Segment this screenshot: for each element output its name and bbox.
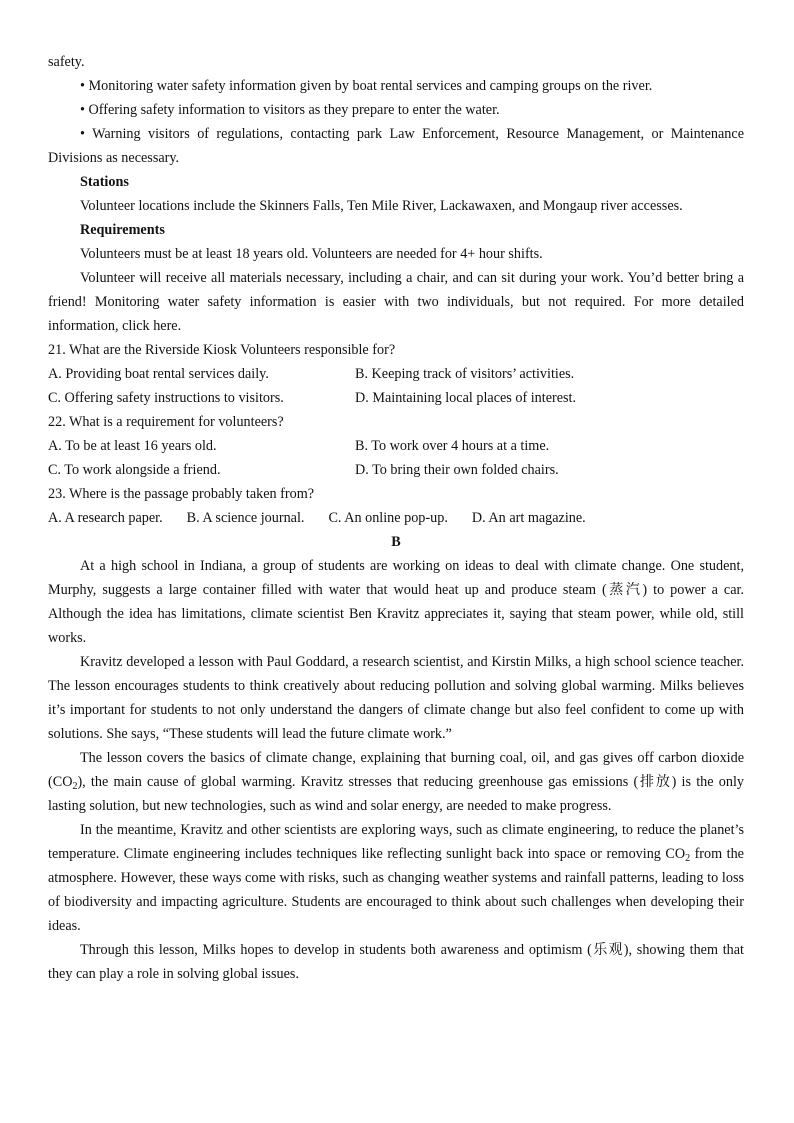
passage-b-paragraph-2: Kravitz developed a lesson with Paul Goddard, a research scientist, and Kirstin Milks, a high school science teacher. The lesson encourages students to think creatively about reducing pollution and solving global warming. Milks believes it’s important for students to not only understand the dangers of climate change but also feel confident to come up with solutions. She says, “These students will lead the future climate work.” <box>48 654 744 742</box>
q22-option-c: C. To work alongside a friend. <box>48 462 221 478</box>
bullet-monitoring: • Monitoring water safety information given by boat rental services and camping groups on the river. <box>80 78 653 94</box>
q22-option-a: A. To be at least 16 years old. <box>48 438 217 454</box>
co2-subscript: 2 <box>72 781 78 792</box>
p3-text-2: ), the main cause of global warming. Kravitz stresses that reducing greenhouse gas emissions (排放) is the only lasting solution, but new technologies, such as wind and solar energy, are needed to make progress. <box>48 774 744 814</box>
p4-text-1: In the meantime, Kravitz and other scientists are exploring ways, such as climate engineering, to reduce the planet’s temperature. Climate engineering includes techniques like reflecting sunlight back into space or removing CO <box>48 822 744 862</box>
question-22-options-row2 <box>48 458 744 482</box>
bullet-warning: • Warning visitors of regulations, contacting park Law Enforcement, Resource Management, or Maintenance Divisions as necessary. <box>48 126 744 166</box>
passage-b-paragraph-5: Through this lesson, Milks hopes to develop in students both awareness and optimism (乐观), showing them that they can play a role in solving global issues. <box>48 942 744 982</box>
q21-option-a: A. Providing boat rental services daily. <box>48 366 269 382</box>
q23-option-c: C. An online pop-up. <box>328 510 448 526</box>
q21-option-b: B. Keeping track of visitors’ activities. <box>355 366 575 382</box>
q21-option-c: C. Offering safety instructions to visitors. <box>48 390 284 406</box>
intro-tail: safety. <box>48 54 85 70</box>
document-page <box>48 50 744 986</box>
requirements-heading: Requirements <box>80 222 165 238</box>
bullet-offering: • Offering safety information to visitors as they prepare to enter the water. <box>80 102 500 118</box>
p3-text-1: The lesson covers the basics of climate change, explaining that burning coal, oil, and gas gives off carbon dioxide (CO <box>48 750 744 790</box>
passage-b-paragraph-1: At a high school in Indiana, a group of students are working on ideas to deal with climate change. One student, Murphy, suggests a large container filled with water that would heat up and produce steam (蒸汽) to power a car. Although the idea has limitations, climate scientist Ben Kravitz appreciates it, saying that steam power, while old, still works. <box>48 558 744 646</box>
q21-option-d: D. Maintaining local places of interest. <box>355 390 577 406</box>
co2-subscript: 2 <box>685 853 691 864</box>
question-23: 23. Where is the passage probably taken from? <box>48 486 315 502</box>
question-23-options <box>48 506 744 530</box>
q23-option-a: A. A research paper. <box>48 510 163 526</box>
question-22: 22. What is a requirement for volunteers? <box>48 414 284 430</box>
q23-option-d: D. An art magazine. <box>471 510 586 526</box>
requirements-paragraph-1: Volunteers must be at least 18 years old. Volunteers are needed for 4+ hour shifts. <box>80 246 543 262</box>
q22-option-d: D. To bring their own folded chairs. <box>355 462 559 478</box>
question-21-options-row2 <box>48 386 744 410</box>
q23-option-b: B. A science journal. <box>186 510 305 526</box>
passage-b-paragraph-3 <box>48 746 744 818</box>
passage-b-paragraph-4 <box>48 818 744 938</box>
question-21-options-row1 <box>48 362 744 386</box>
stations-text: Volunteer locations include the Skinners Falls, Ten Mile River, Lackawaxen, and Mongaup river accesses. <box>80 198 683 214</box>
question-22-options-row1 <box>48 434 744 458</box>
question-21: 21. What are the Riverside Kiosk Volunteers responsible for? <box>48 342 396 358</box>
stations-heading: Stations <box>80 174 129 190</box>
section-b-label: B <box>391 534 401 550</box>
requirements-paragraph-2: Volunteer will receive all materials necessary, including a chair, and can sit during your work. You’d better bring a friend! Monitoring water safety information is easier with two individuals, but not required. For more detailed information, click here. <box>48 270 744 334</box>
p4-text-2: from the atmosphere. However, these ways come with risks, such as changing weather systems and rainfall patterns, leading to loss of biodiversity and impacting agriculture. Students are encouraged to think about such challenges when developing their ideas. <box>48 846 744 934</box>
q22-option-b: B. To work over 4 hours at a time. <box>355 438 550 454</box>
